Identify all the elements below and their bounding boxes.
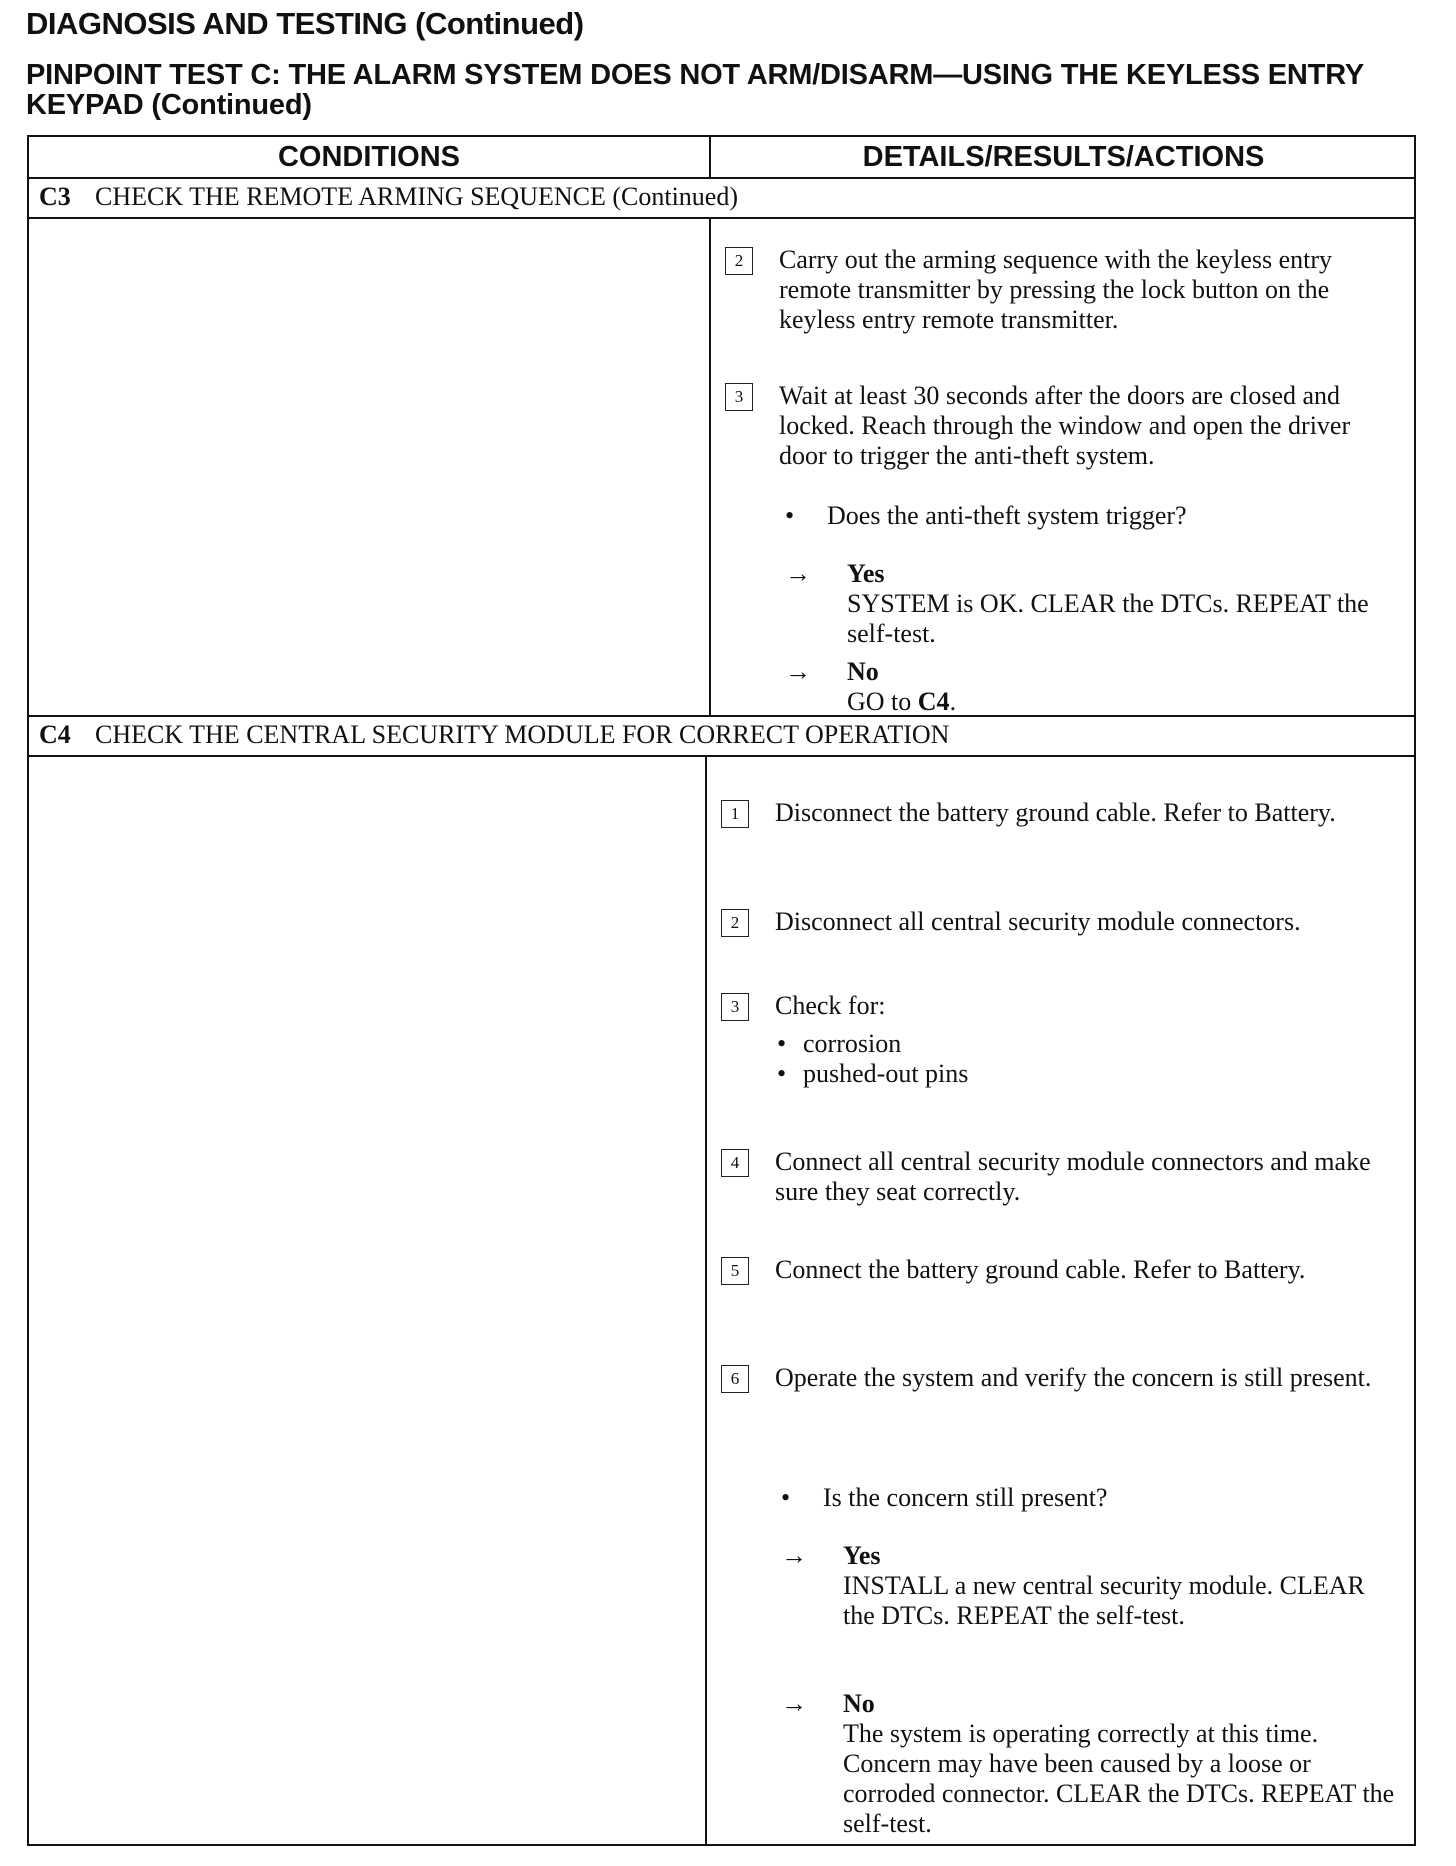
section-c3-details	[711, 217, 1416, 715]
step-number-box: 4	[721, 1149, 749, 1177]
check-for-label: Check for:	[775, 991, 886, 1020]
no-action-text: The system is operating correctly at this time. Concern may have been caused by a loose or corroded connector. CLEAR the DTCs. REPEAT the self-test.	[843, 1719, 1395, 1838]
step-number-box: 2	[725, 247, 753, 275]
question-text: Is the concern still present?	[823, 1483, 1108, 1512]
no-action-prefix: GO to	[847, 687, 918, 716]
header-divider	[709, 137, 711, 177]
step-number-box: 3	[725, 383, 753, 411]
go-to-c4-link[interactable]: C4	[917, 687, 950, 716]
yes-label: Yes	[843, 1541, 881, 1570]
no-action-suffix: .	[949, 687, 957, 716]
page-title: DIAGNOSIS AND TESTING (Continued)	[26, 6, 584, 41]
list-item: • pushed-out pins	[775, 1059, 1395, 1089]
step-text: Disconnect all central security module connectors.	[775, 907, 1301, 936]
pinpoint-test-table	[27, 135, 1416, 1846]
step-number-box: 6	[721, 1365, 749, 1393]
yes-action-text: INSTALL a new central security module. CLEAR the DTCs. REPEAT the self-test.	[843, 1571, 1365, 1630]
step-number-box: 2	[721, 909, 749, 937]
section-c3-id: C3	[39, 182, 71, 211]
check-list	[775, 1029, 1395, 1089]
no-action-text	[847, 687, 1407, 717]
step-text: Connect the battery ground cable. Refer to Battery.	[775, 1255, 1306, 1284]
list-item: • corrosion	[775, 1029, 1395, 1059]
section-c4-details	[707, 755, 1416, 1844]
step-text: Carry out the arming sequence with the keyless entry remote transmitter by pressing the lock button on the keyless entry remote transmitter.	[779, 245, 1333, 334]
step-text: Disconnect the battery ground cable. Refer to Battery.	[775, 798, 1336, 827]
no-label: No	[843, 1689, 875, 1718]
section-c3-title: CHECK THE REMOTE ARMING SEQUENCE (Continued)	[95, 182, 739, 211]
step-text: Operate the system and verify the concern is still present.	[775, 1363, 1372, 1392]
pinpoint-test-title: PINPOINT TEST C: THE ALARM SYSTEM DOES NOT ARM/DISARM—USING THE KEYLESS ENTRY KEYPAD (Continued)	[26, 59, 1364, 121]
section-c4-title: CHECK THE CENTRAL SECURITY MODULE FOR CORRECT OPERATION	[95, 720, 950, 749]
section-c3-header	[39, 178, 738, 216]
step-text: Connect all central security module connectors and make sure they seat correctly.	[775, 1147, 1371, 1206]
arrow-icon: →	[781, 1689, 807, 1718]
step-number-box: 5	[721, 1257, 749, 1285]
section-c4-header	[39, 716, 949, 754]
step-text	[775, 991, 1395, 1089]
yes-label: Yes	[847, 559, 885, 588]
arrow-icon: →	[785, 657, 811, 686]
step-text: Wait at least 30 seconds after the doors are closed and locked. Reach through the window and open the driver door to trigger the anti-theft system.	[779, 381, 1351, 470]
question-text: Does the anti-theft system trigger?	[827, 501, 1187, 530]
step-number-box: 3	[721, 993, 749, 1021]
arrow-icon: →	[785, 559, 811, 588]
arrow-icon: →	[781, 1541, 807, 1570]
step-number-box: 1	[721, 800, 749, 828]
section-c4-id: C4	[39, 720, 71, 749]
yes-action-text: SYSTEM is OK. CLEAR the DTCs. REPEAT the self-test.	[847, 589, 1369, 648]
details-column-header: DETAILS/RESULTS/ACTIONS	[862, 141, 1265, 173]
conditions-column-header: CONDITIONS	[277, 141, 461, 173]
no-label: No	[847, 657, 879, 686]
